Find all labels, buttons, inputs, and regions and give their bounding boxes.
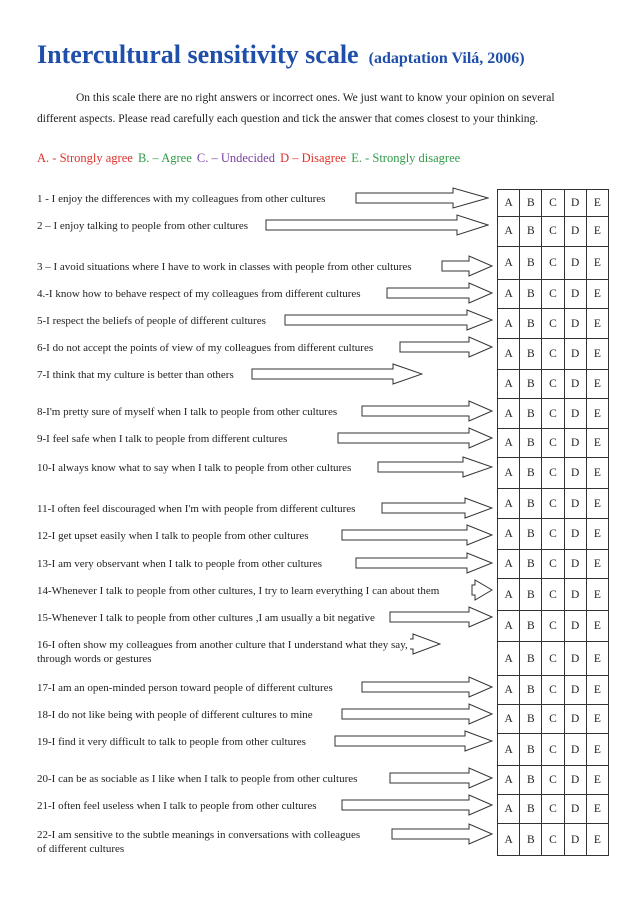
answer-row-17 bbox=[498, 675, 609, 704]
answer-18-option-d[interactable]: D bbox=[564, 705, 586, 734]
question-17-line-1: 17-I am an open-minded person toward people of different cultures bbox=[37, 682, 333, 694]
question-3-line-1: 3 – I avoid situations where I have to work in classes with people from other cultures bbox=[37, 261, 412, 273]
answer-12-option-c[interactable]: C bbox=[542, 518, 564, 549]
answer-17-option-b[interactable]: B bbox=[520, 675, 542, 704]
answer-18-option-e[interactable]: E bbox=[586, 705, 608, 734]
answer-12-option-e[interactable]: E bbox=[586, 518, 608, 549]
question-13-line-1: 13-I am very observant when I talk to people from other cultures bbox=[37, 558, 322, 570]
answer-14-option-a[interactable]: A bbox=[498, 579, 520, 610]
question-10-text bbox=[37, 461, 353, 475]
answer-9-option-a[interactable]: A bbox=[498, 428, 520, 457]
answer-row-3 bbox=[498, 246, 609, 280]
legend-c: C. – Undecided bbox=[196, 151, 275, 165]
question-15-arrow-icon bbox=[389, 606, 493, 628]
question-21-arrow-icon bbox=[341, 794, 493, 816]
answer-8-option-b[interactable]: B bbox=[520, 399, 542, 428]
answer-row-16 bbox=[498, 642, 609, 676]
answer-17-option-a[interactable]: A bbox=[498, 675, 520, 704]
answer-21-option-b[interactable]: B bbox=[520, 795, 542, 824]
question-12-text bbox=[37, 529, 311, 543]
question-1-arrow-icon bbox=[355, 187, 489, 209]
answer-15-option-a[interactable]: A bbox=[498, 610, 520, 641]
question-16-line-2: through words or gestures bbox=[37, 653, 152, 665]
question-14-arrow-icon bbox=[471, 579, 493, 601]
answer-row-2 bbox=[498, 217, 609, 246]
answer-row-20 bbox=[498, 765, 609, 794]
question-5-text bbox=[37, 314, 268, 328]
answer-row-21 bbox=[498, 795, 609, 824]
answer-5-option-b[interactable]: B bbox=[520, 309, 542, 338]
answer-4-option-e[interactable]: E bbox=[586, 280, 608, 309]
answer-7-option-c[interactable]: C bbox=[542, 370, 564, 399]
answer-1-option-d[interactable]: D bbox=[564, 190, 586, 217]
answer-row-14 bbox=[498, 579, 609, 610]
question-6-arrow-icon bbox=[399, 336, 493, 358]
answer-row-7 bbox=[498, 370, 609, 399]
answer-9-option-b[interactable]: B bbox=[520, 428, 542, 457]
answer-12-option-a[interactable]: A bbox=[498, 518, 520, 549]
answer-17-option-d[interactable]: D bbox=[564, 675, 586, 704]
answer-row-12 bbox=[498, 518, 609, 549]
answer-2-option-e[interactable]: E bbox=[586, 217, 608, 246]
answer-row-9 bbox=[498, 428, 609, 457]
answer-17-option-e[interactable]: E bbox=[586, 675, 608, 704]
question-22-line-1: 22-I am sensitive to the subtle meanings in conversations with colleagues bbox=[37, 829, 361, 841]
answer-1-option-e[interactable]: E bbox=[586, 190, 608, 217]
answer-11-option-d[interactable]: D bbox=[564, 489, 586, 518]
answer-row-6 bbox=[498, 338, 609, 369]
answer-22-option-a[interactable]: A bbox=[498, 824, 520, 856]
answer-12-option-d[interactable]: D bbox=[564, 518, 586, 549]
question-15-line-1: 15-Whenever I talk to people from other cultures ,I am usually a bit negative bbox=[37, 612, 375, 624]
instructions-line-1: On this scale there are no right answers or incorrect ones. We just want to know your opinion on several bbox=[76, 92, 555, 104]
question-13-arrow-icon bbox=[355, 552, 493, 574]
answer-16-option-a[interactable]: A bbox=[498, 642, 520, 676]
answer-11-option-e[interactable]: E bbox=[586, 489, 608, 518]
answer-11-option-b[interactable]: B bbox=[520, 489, 542, 518]
answer-19-option-a[interactable]: A bbox=[498, 734, 520, 765]
question-9-line-1: 9-I feel safe when I talk to people from different cultures bbox=[37, 433, 288, 445]
answer-12-option-b[interactable]: B bbox=[520, 518, 542, 549]
question-15-text bbox=[37, 611, 377, 625]
answer-7-option-e[interactable]: E bbox=[586, 370, 608, 399]
title-subtitle: (adaptation Vilá, 2006) bbox=[368, 50, 525, 67]
answer-13-option-d[interactable]: D bbox=[564, 550, 586, 579]
question-19-arrow-icon bbox=[334, 730, 493, 752]
question-10-line-1: 10-I always know what to say when I talk to people from other cultures bbox=[37, 462, 352, 474]
answer-grid bbox=[497, 189, 609, 856]
question-5-arrow-icon bbox=[284, 309, 493, 331]
question-11-text bbox=[37, 502, 357, 516]
legend-b: B. – Agree bbox=[137, 151, 192, 165]
document-title bbox=[37, 40, 525, 70]
answer-13-option-a[interactable]: A bbox=[498, 550, 520, 579]
answer-21-option-c[interactable]: C bbox=[542, 795, 564, 824]
question-13-text bbox=[37, 557, 324, 571]
answer-20-option-e[interactable]: E bbox=[586, 765, 608, 794]
question-20-text bbox=[37, 772, 359, 786]
answer-9-option-d[interactable]: D bbox=[564, 428, 586, 457]
question-21-text bbox=[37, 799, 319, 813]
question-3-text bbox=[37, 260, 414, 274]
legend-d: D – Disagree bbox=[280, 151, 347, 165]
question-17-text bbox=[37, 681, 335, 695]
answer-10-option-c[interactable]: C bbox=[542, 458, 564, 489]
question-5-line-1: 5-I respect the beliefs of people of different cultures bbox=[37, 315, 266, 327]
answer-8-option-d[interactable]: D bbox=[564, 399, 586, 428]
question-8-line-1: 8-I'm pretty sure of myself when I talk to people from other cultures bbox=[37, 406, 338, 418]
answer-row-8 bbox=[498, 399, 609, 428]
answer-19-option-d[interactable]: D bbox=[564, 734, 586, 765]
question-17-arrow-icon bbox=[361, 676, 493, 698]
answer-9-option-c[interactable]: C bbox=[542, 428, 564, 457]
answer-4-option-a[interactable]: A bbox=[498, 280, 520, 309]
answer-3-option-d[interactable]: D bbox=[564, 246, 586, 280]
answer-18-option-a[interactable]: A bbox=[498, 705, 520, 734]
answer-3-option-a[interactable]: A bbox=[498, 246, 520, 280]
answer-7-option-a[interactable]: A bbox=[498, 370, 520, 399]
answer-10-option-e[interactable]: E bbox=[586, 458, 608, 489]
answer-row-11 bbox=[498, 489, 609, 518]
instructions-line-2: different aspects. Please read carefully each question and tick the answer that comes closest to your thinking. bbox=[37, 113, 539, 125]
answer-6-option-a[interactable]: A bbox=[498, 338, 520, 369]
question-21-line-1: 21-I often feel useless when I talk to people from other cultures bbox=[37, 800, 317, 812]
answer-8-option-e[interactable]: E bbox=[586, 399, 608, 428]
question-8-text bbox=[37, 405, 339, 419]
answer-22-option-c[interactable]: C bbox=[542, 824, 564, 856]
answer-19-option-b[interactable]: B bbox=[520, 734, 542, 765]
answer-1-option-b[interactable]: B bbox=[520, 190, 542, 217]
answer-1-option-a[interactable]: A bbox=[498, 190, 520, 217]
answer-3-option-b[interactable]: B bbox=[520, 246, 542, 280]
answer-10-option-a[interactable]: A bbox=[498, 458, 520, 489]
question-16-line-1: 16-I often show my colleagues from another culture that I understand what they say, bbox=[37, 639, 408, 651]
question-2-arrow-icon bbox=[265, 214, 489, 236]
answer-19-option-c[interactable]: C bbox=[542, 734, 564, 765]
question-9-arrow-icon bbox=[337, 427, 493, 449]
legend-a: A. - Strongly agree bbox=[37, 151, 133, 165]
answer-16-option-b[interactable]: B bbox=[520, 642, 542, 676]
answer-6-option-c[interactable]: C bbox=[542, 338, 564, 369]
answer-13-option-b[interactable]: B bbox=[520, 550, 542, 579]
answer-row-22 bbox=[498, 824, 609, 856]
answer-11-option-c[interactable]: C bbox=[542, 489, 564, 518]
answer-5-option-a[interactable]: A bbox=[498, 309, 520, 338]
answer-20-option-b[interactable]: B bbox=[520, 765, 542, 794]
answer-9-option-e[interactable]: E bbox=[586, 428, 608, 457]
question-18-arrow-icon bbox=[341, 703, 493, 725]
answer-19-option-e[interactable]: E bbox=[586, 734, 608, 765]
answer-13-option-c[interactable]: C bbox=[542, 550, 564, 579]
answer-10-option-b[interactable]: B bbox=[520, 458, 542, 489]
answer-4-option-d[interactable]: D bbox=[564, 280, 586, 309]
question-20-line-1: 20-I can be as sociable as I like when I talk to people from other cultures bbox=[37, 773, 358, 785]
answer-6-option-b[interactable]: B bbox=[520, 338, 542, 369]
answer-row-10 bbox=[498, 458, 609, 489]
answer-21-option-d[interactable]: D bbox=[564, 795, 586, 824]
question-4-arrow-icon bbox=[386, 282, 493, 304]
answer-14-option-e[interactable]: E bbox=[586, 579, 608, 610]
question-8-arrow-icon bbox=[361, 400, 493, 422]
answer-17-option-c[interactable]: C bbox=[542, 675, 564, 704]
answer-3-option-e[interactable]: E bbox=[586, 246, 608, 280]
question-3-arrow-icon bbox=[441, 255, 493, 277]
question-11-line-1: 11-I often feel discouraged when I'm with people from different cultures bbox=[37, 503, 356, 515]
question-14-text bbox=[37, 584, 441, 598]
title-main: Intercultural sensitivity scale bbox=[37, 40, 359, 69]
answer-row-5 bbox=[498, 309, 609, 338]
answer-row-19 bbox=[498, 734, 609, 765]
answer-13-option-e[interactable]: E bbox=[586, 550, 608, 579]
answer-8-option-c[interactable]: C bbox=[542, 399, 564, 428]
answer-18-option-b[interactable]: B bbox=[520, 705, 542, 734]
answer-2-option-d[interactable]: D bbox=[564, 217, 586, 246]
question-10-arrow-icon bbox=[377, 456, 493, 478]
answer-5-option-c[interactable]: C bbox=[542, 309, 564, 338]
answer-16-option-d[interactable]: D bbox=[564, 642, 586, 676]
answer-4-option-c[interactable]: C bbox=[542, 280, 564, 309]
answer-7-option-d[interactable]: D bbox=[564, 370, 586, 399]
answer-2-option-c[interactable]: C bbox=[542, 217, 564, 246]
question-4-text bbox=[37, 287, 363, 301]
answer-8-option-a[interactable]: A bbox=[498, 399, 520, 428]
question-2-text bbox=[37, 219, 250, 233]
answer-21-option-a[interactable]: A bbox=[498, 795, 520, 824]
question-1-text bbox=[37, 192, 327, 206]
answer-6-option-d[interactable]: D bbox=[564, 338, 586, 369]
answer-row-18 bbox=[498, 705, 609, 734]
answer-3-option-c[interactable]: C bbox=[542, 246, 564, 280]
answer-4-option-b[interactable]: B bbox=[520, 280, 542, 309]
question-18-line-1: 18-I do not like being with people of different cultures to mine bbox=[37, 709, 313, 721]
answer-14-option-b[interactable]: B bbox=[520, 579, 542, 610]
answer-2-option-a[interactable]: A bbox=[498, 217, 520, 246]
question-14-line-1: 14-Whenever I talk to people from other cultures, I try to learn everything I can about them bbox=[37, 585, 440, 597]
answer-10-option-d[interactable]: D bbox=[564, 458, 586, 489]
answer-22-option-d[interactable]: D bbox=[564, 824, 586, 856]
question-1-line-1: 1 - I enjoy the differences with my colleagues from other cultures bbox=[37, 193, 326, 205]
answer-20-option-d[interactable]: D bbox=[564, 765, 586, 794]
answer-row-4 bbox=[498, 280, 609, 309]
answer-row-15 bbox=[498, 610, 609, 641]
answer-20-option-a[interactable]: A bbox=[498, 765, 520, 794]
question-2-line-1: 2 – I enjoy talking to people from other cultures bbox=[37, 220, 249, 232]
answer-18-option-c[interactable]: C bbox=[542, 705, 564, 734]
answer-6-option-e[interactable]: E bbox=[586, 338, 608, 369]
answer-15-option-d[interactable]: D bbox=[564, 610, 586, 641]
instructions bbox=[37, 88, 597, 130]
answer-2-option-b[interactable]: B bbox=[520, 217, 542, 246]
question-22-arrow-icon bbox=[391, 823, 493, 845]
answer-row-13 bbox=[498, 550, 609, 579]
question-12-arrow-icon bbox=[341, 524, 493, 546]
question-19-text bbox=[37, 735, 308, 749]
answer-row-1 bbox=[498, 190, 609, 217]
question-22-line-2: of different cultures bbox=[37, 843, 125, 855]
question-20-arrow-icon bbox=[389, 767, 493, 789]
answer-20-option-c[interactable]: C bbox=[542, 765, 564, 794]
answer-7-option-b[interactable]: B bbox=[520, 370, 542, 399]
answer-15-option-e[interactable]: E bbox=[586, 610, 608, 641]
answer-5-option-e[interactable]: E bbox=[586, 309, 608, 338]
question-7-arrow-icon bbox=[251, 363, 423, 385]
question-22-text bbox=[37, 828, 362, 856]
question-19-line-1: 19-I find it very difficult to talk to people from other cultures bbox=[37, 736, 306, 748]
question-6-text bbox=[37, 341, 375, 355]
question-11-arrow-icon bbox=[381, 497, 493, 519]
question-4-line-1: 4.-I know how to behave respect of my colleagues from different cultures bbox=[37, 288, 361, 300]
answer-14-option-c[interactable]: C bbox=[542, 579, 564, 610]
question-9-text bbox=[37, 432, 289, 446]
answer-1-option-c[interactable]: C bbox=[542, 190, 564, 217]
question-6-line-1: 6-I do not accept the points of view of my colleagues from different cultures bbox=[37, 342, 374, 354]
answer-legend bbox=[37, 151, 462, 166]
answer-14-option-d[interactable]: D bbox=[564, 579, 586, 610]
question-16-text bbox=[37, 638, 410, 666]
question-7-line-1: 7-I think that my culture is better than others bbox=[37, 369, 234, 381]
answer-16-option-c[interactable]: C bbox=[542, 642, 564, 676]
answer-21-option-e[interactable]: E bbox=[586, 795, 608, 824]
answer-5-option-d[interactable]: D bbox=[564, 309, 586, 338]
question-18-text bbox=[37, 708, 315, 722]
answer-15-option-b[interactable]: B bbox=[520, 610, 542, 641]
answer-15-option-c[interactable]: C bbox=[542, 610, 564, 641]
answer-16-option-e[interactable]: E bbox=[586, 642, 608, 676]
answer-11-option-a[interactable]: A bbox=[498, 489, 520, 518]
answer-22-option-e[interactable]: E bbox=[586, 824, 608, 856]
question-12-line-1: 12-I get upset easily when I talk to people from other cultures bbox=[37, 530, 309, 542]
question-7-text bbox=[37, 368, 236, 382]
legend-e: E. - Strongly disagree bbox=[351, 151, 461, 165]
answer-22-option-b[interactable]: B bbox=[520, 824, 542, 856]
